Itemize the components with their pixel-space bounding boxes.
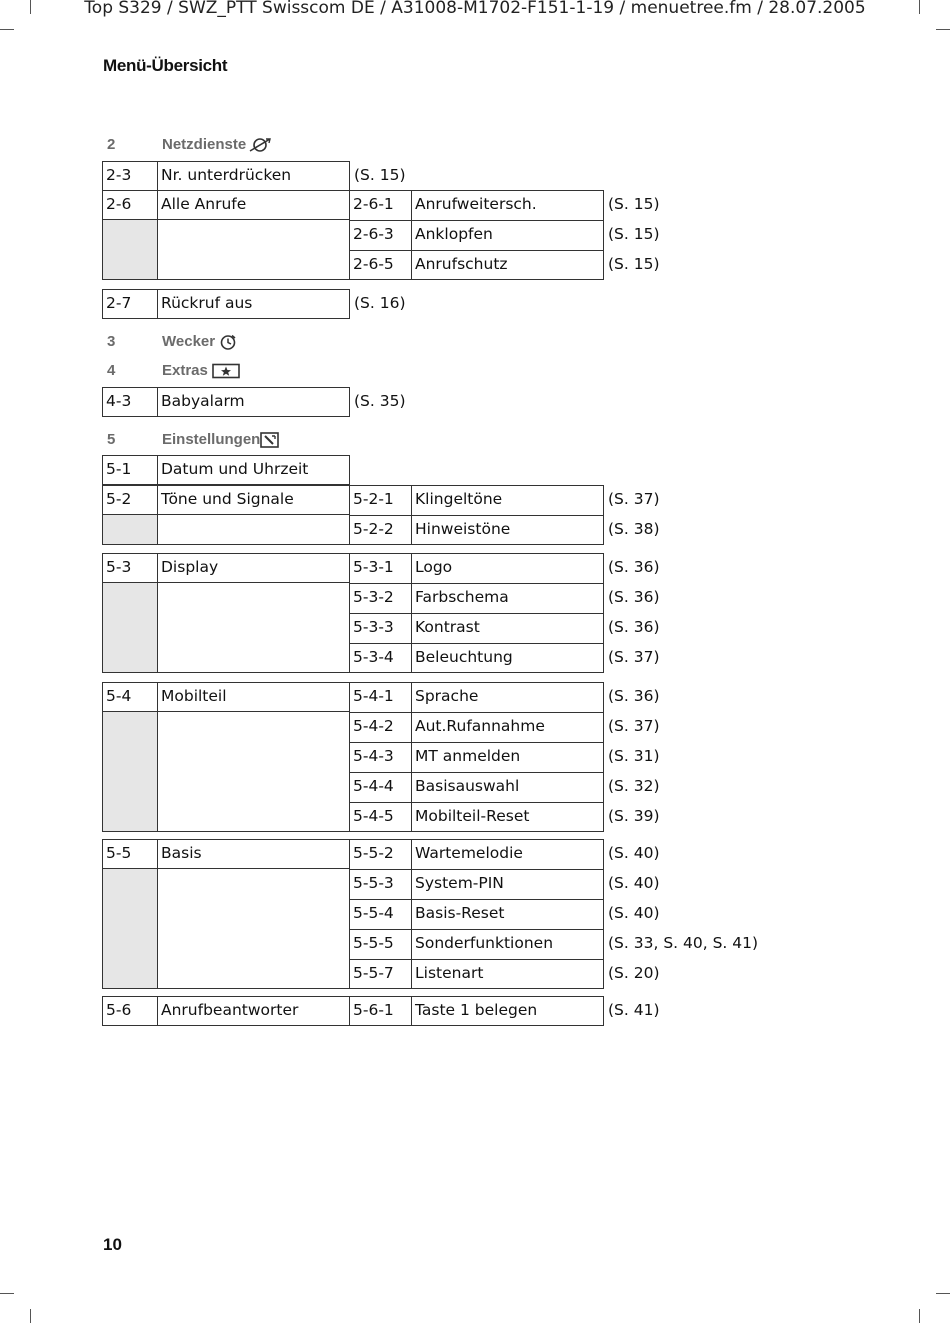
- submenu-code: 5-5-4: [353, 904, 394, 922]
- crop-mark: [0, 1293, 14, 1294]
- crop-mark: [936, 1293, 950, 1294]
- submenu-code: 2-6-1: [353, 195, 394, 213]
- submenu-label: Sonderfunktionen: [415, 934, 554, 952]
- page-reference: (S. 36): [608, 588, 660, 606]
- submenu-code: 5-3-2: [353, 588, 394, 606]
- table-rule: [102, 485, 350, 486]
- menu-code: 2-3: [106, 166, 132, 184]
- submenu-code: 5-6-1: [353, 1001, 394, 1019]
- submenu-label: Kontrast: [415, 618, 480, 636]
- table-rule: [102, 289, 103, 319]
- section-number: 3: [107, 333, 116, 350]
- submenu-label: Basis-Reset: [415, 904, 505, 922]
- table-rule: [157, 839, 158, 989]
- page-reference: (S. 15): [354, 166, 406, 184]
- submenu-code: 5-3-3: [353, 618, 394, 636]
- table-rule: [349, 455, 350, 485]
- table-rule: [157, 996, 158, 1026]
- submenu-label: Anrufweitersch.: [415, 195, 537, 213]
- table-rule: [157, 455, 158, 485]
- page-reference: (S. 40): [608, 844, 660, 862]
- page-reference: (S. 32): [608, 777, 660, 795]
- page-reference: (S. 36): [608, 687, 660, 705]
- page-reference: (S. 33, S. 40, S. 41): [608, 934, 759, 952]
- section-number: 4: [107, 362, 116, 379]
- menu-code: 2-7: [106, 294, 132, 312]
- table-rule: [349, 929, 604, 930]
- table-rule: [102, 485, 103, 545]
- table-rule: [102, 1025, 604, 1026]
- submenu-code: 2-6-3: [353, 225, 394, 243]
- table-rule: [102, 455, 350, 456]
- page-reference: (S. 39): [608, 807, 660, 825]
- page-reference: (S. 40): [608, 874, 660, 892]
- table-rule: [157, 485, 158, 545]
- menu-label: Babyalarm: [161, 392, 245, 410]
- table-rule: [102, 868, 350, 869]
- submenu-code: 5-4-3: [353, 747, 394, 765]
- table-rule: [603, 190, 604, 280]
- table-rule: [349, 742, 604, 743]
- crop-mark: [919, 1309, 920, 1323]
- table-rule: [102, 672, 604, 673]
- table-rule: [102, 682, 103, 832]
- table-rule: [102, 553, 350, 554]
- submenu-label: Hinweistöne: [415, 520, 511, 538]
- table-rule: [349, 220, 604, 221]
- menu-code: 4-3: [106, 392, 132, 410]
- table-rule: [102, 839, 103, 989]
- menu-label: Töne und Signale: [161, 490, 294, 508]
- submenu-code: 5-5-5: [353, 934, 394, 952]
- table-rule: [102, 416, 350, 417]
- menu-code: 5-1: [106, 460, 132, 478]
- alarm-clock-icon: [219, 334, 237, 350]
- table-rule: [349, 996, 604, 997]
- table-rule: [411, 190, 412, 280]
- page-reference: (S. 15): [608, 255, 660, 273]
- section-title: Netzdienste: [162, 136, 247, 153]
- table-rule: [349, 869, 604, 870]
- table-rule: [349, 515, 604, 516]
- table-rule: [349, 996, 350, 1026]
- filler-cell: [103, 869, 157, 988]
- page-reference: (S. 40): [608, 904, 660, 922]
- table-rule: [411, 553, 412, 673]
- table-rule: [102, 387, 103, 417]
- table-rule: [349, 553, 350, 673]
- submenu-code: 5-4-5: [353, 807, 394, 825]
- table-rule: [102, 831, 604, 832]
- page-reference: (S. 35): [354, 392, 406, 410]
- table-rule: [102, 988, 604, 989]
- table-rule: [102, 996, 103, 1026]
- submenu-code: 5-2-2: [353, 520, 394, 538]
- table-rule: [349, 583, 604, 584]
- table-rule: [603, 996, 604, 1026]
- table-rule: [157, 682, 158, 832]
- section-heading: [0, 430, 950, 450]
- table-rule: [102, 514, 350, 515]
- table-rule: [102, 161, 103, 191]
- submenu-label: Taste 1 belegen: [415, 1001, 538, 1019]
- submenu-code: 5-5-2: [353, 844, 394, 862]
- menu-code: 5-5: [106, 844, 132, 862]
- section-heading: [0, 332, 950, 352]
- filler-cell: [103, 220, 157, 279]
- table-rule: [102, 553, 103, 673]
- submenu-label: Beleuchtung: [415, 648, 513, 666]
- table-rule: [349, 899, 604, 900]
- section-number: 5: [107, 431, 116, 448]
- menu-code: 5-6: [106, 1001, 132, 1019]
- table-rule: [102, 996, 350, 997]
- menu-label: Anrufbeantworter: [161, 1001, 299, 1019]
- page-reference: (S. 37): [608, 648, 660, 666]
- submenu-label: MT anmelden: [415, 747, 521, 765]
- settings-wrench-icon: [260, 432, 279, 448]
- table-rule: [102, 582, 350, 583]
- section-number: 2: [107, 136, 116, 153]
- page-reference: (S. 36): [608, 618, 660, 636]
- menu-label: Rückruf aus: [161, 294, 253, 312]
- table-rule: [102, 190, 103, 280]
- table-rule: [349, 682, 604, 683]
- table-rule: [157, 553, 158, 673]
- table-rule: [349, 161, 350, 191]
- table-rule: [102, 161, 350, 162]
- running-header: Top S329 / SWZ_PTT Swisscom DE / A31008-M1702-F151-1-19 / menuetree.fm / 28.07.2005: [84, 0, 866, 18]
- network-services-icon: [248, 137, 272, 153]
- page-reference: (S. 37): [608, 717, 660, 735]
- menu-code: 5-2: [106, 490, 132, 508]
- submenu-label: Mobilteil-Reset: [415, 807, 530, 825]
- table-rule: [349, 802, 604, 803]
- section-heading: [0, 361, 950, 381]
- table-rule: [102, 839, 350, 840]
- table-rule: [102, 455, 103, 485]
- submenu-label: Klingeltöne: [415, 490, 503, 508]
- table-rule: [603, 682, 604, 832]
- menu-label: Basis: [161, 844, 202, 862]
- table-rule: [349, 682, 350, 832]
- submenu-label: Wartemelodie: [415, 844, 523, 862]
- table-rule: [603, 839, 604, 989]
- section-heading: [0, 135, 950, 155]
- table-rule: [102, 387, 350, 388]
- table-rule: [349, 613, 604, 614]
- page-reference: (S. 38): [608, 520, 660, 538]
- submenu-code: 5-4-1: [353, 687, 394, 705]
- submenu-label: Sprache: [415, 687, 479, 705]
- submenu-label: Anrufschutz: [415, 255, 508, 273]
- table-rule: [411, 682, 412, 832]
- page-reference: (S. 37): [608, 490, 660, 508]
- table-rule: [102, 682, 350, 683]
- filler-cell: [103, 515, 157, 544]
- table-rule: [349, 485, 604, 486]
- table-rule: [102, 190, 350, 191]
- crop-mark: [30, 1309, 31, 1323]
- submenu-label: Aut.Rufannahme: [415, 717, 545, 735]
- page-reference: (S. 15): [608, 195, 660, 213]
- menu-code: 5-4: [106, 687, 132, 705]
- star-box-icon: [212, 363, 240, 379]
- table-rule: [157, 190, 158, 280]
- table-rule: [411, 485, 412, 545]
- submenu-label: Basisauswahl: [415, 777, 520, 795]
- table-rule: [102, 711, 350, 712]
- section-title: Einstellungen: [162, 431, 261, 448]
- submenu-label: System-PIN: [415, 874, 504, 892]
- table-rule: [102, 318, 350, 319]
- submenu-label: Farbschema: [415, 588, 509, 606]
- submenu-label: Logo: [415, 558, 453, 576]
- submenu-code: 5-4-2: [353, 717, 394, 735]
- table-rule: [349, 190, 604, 191]
- filler-cell: [103, 712, 157, 831]
- page-reference: (S. 31): [608, 747, 660, 765]
- page-number: 10: [103, 1235, 122, 1254]
- table-rule: [349, 553, 604, 554]
- table-rule: [157, 289, 158, 319]
- table-rule: [102, 219, 350, 220]
- page-title: Menü-Übersicht: [103, 56, 228, 75]
- submenu-code: 2-6-5: [353, 255, 394, 273]
- section-title: Wecker: [162, 333, 216, 350]
- table-rule: [349, 387, 350, 417]
- table-rule: [349, 643, 604, 644]
- table-rule: [411, 996, 412, 1026]
- table-rule: [349, 485, 350, 545]
- menu-label: Datum und Uhrzeit: [161, 460, 309, 478]
- table-rule: [349, 250, 604, 251]
- table-rule: [349, 839, 604, 840]
- menu-code: 5-3: [106, 558, 132, 576]
- page-reference: (S. 16): [354, 294, 406, 312]
- table-rule: [102, 544, 604, 545]
- crop-mark: [936, 29, 950, 30]
- submenu-code: 5-5-7: [353, 964, 394, 982]
- page-reference: (S. 15): [608, 225, 660, 243]
- table-rule: [157, 161, 158, 191]
- table-rule: [349, 839, 350, 989]
- table-rule: [603, 553, 604, 673]
- menu-label: Nr. unterdrücken: [161, 166, 292, 184]
- page-reference: (S. 20): [608, 964, 660, 982]
- submenu-code: 5-3-4: [353, 648, 394, 666]
- submenu-label: Anklopfen: [415, 225, 493, 243]
- submenu-code: 5-2-1: [353, 490, 394, 508]
- table-rule: [349, 772, 604, 773]
- page-reference: (S. 36): [608, 558, 660, 576]
- menu-label: Mobilteil: [161, 687, 227, 705]
- submenu-label: Listenart: [415, 964, 484, 982]
- submenu-code: 5-5-3: [353, 874, 394, 892]
- table-rule: [157, 387, 158, 417]
- table-rule: [349, 712, 604, 713]
- filler-cell: [103, 583, 157, 672]
- table-rule: [102, 289, 350, 290]
- menu-label: Display: [161, 558, 219, 576]
- table-rule: [349, 289, 350, 319]
- crop-mark: [0, 29, 14, 30]
- submenu-code: 5-3-1: [353, 558, 394, 576]
- table-rule: [349, 959, 604, 960]
- table-rule: [349, 190, 350, 280]
- section-title: Extras: [162, 362, 208, 379]
- menu-label: Alle Anrufe: [161, 195, 247, 213]
- menu-code: 2-6: [106, 195, 132, 213]
- page-reference: (S. 41): [608, 1001, 660, 1019]
- table-rule: [102, 279, 604, 280]
- table-rule: [411, 839, 412, 989]
- submenu-code: 5-4-4: [353, 777, 394, 795]
- table-rule: [603, 485, 604, 545]
